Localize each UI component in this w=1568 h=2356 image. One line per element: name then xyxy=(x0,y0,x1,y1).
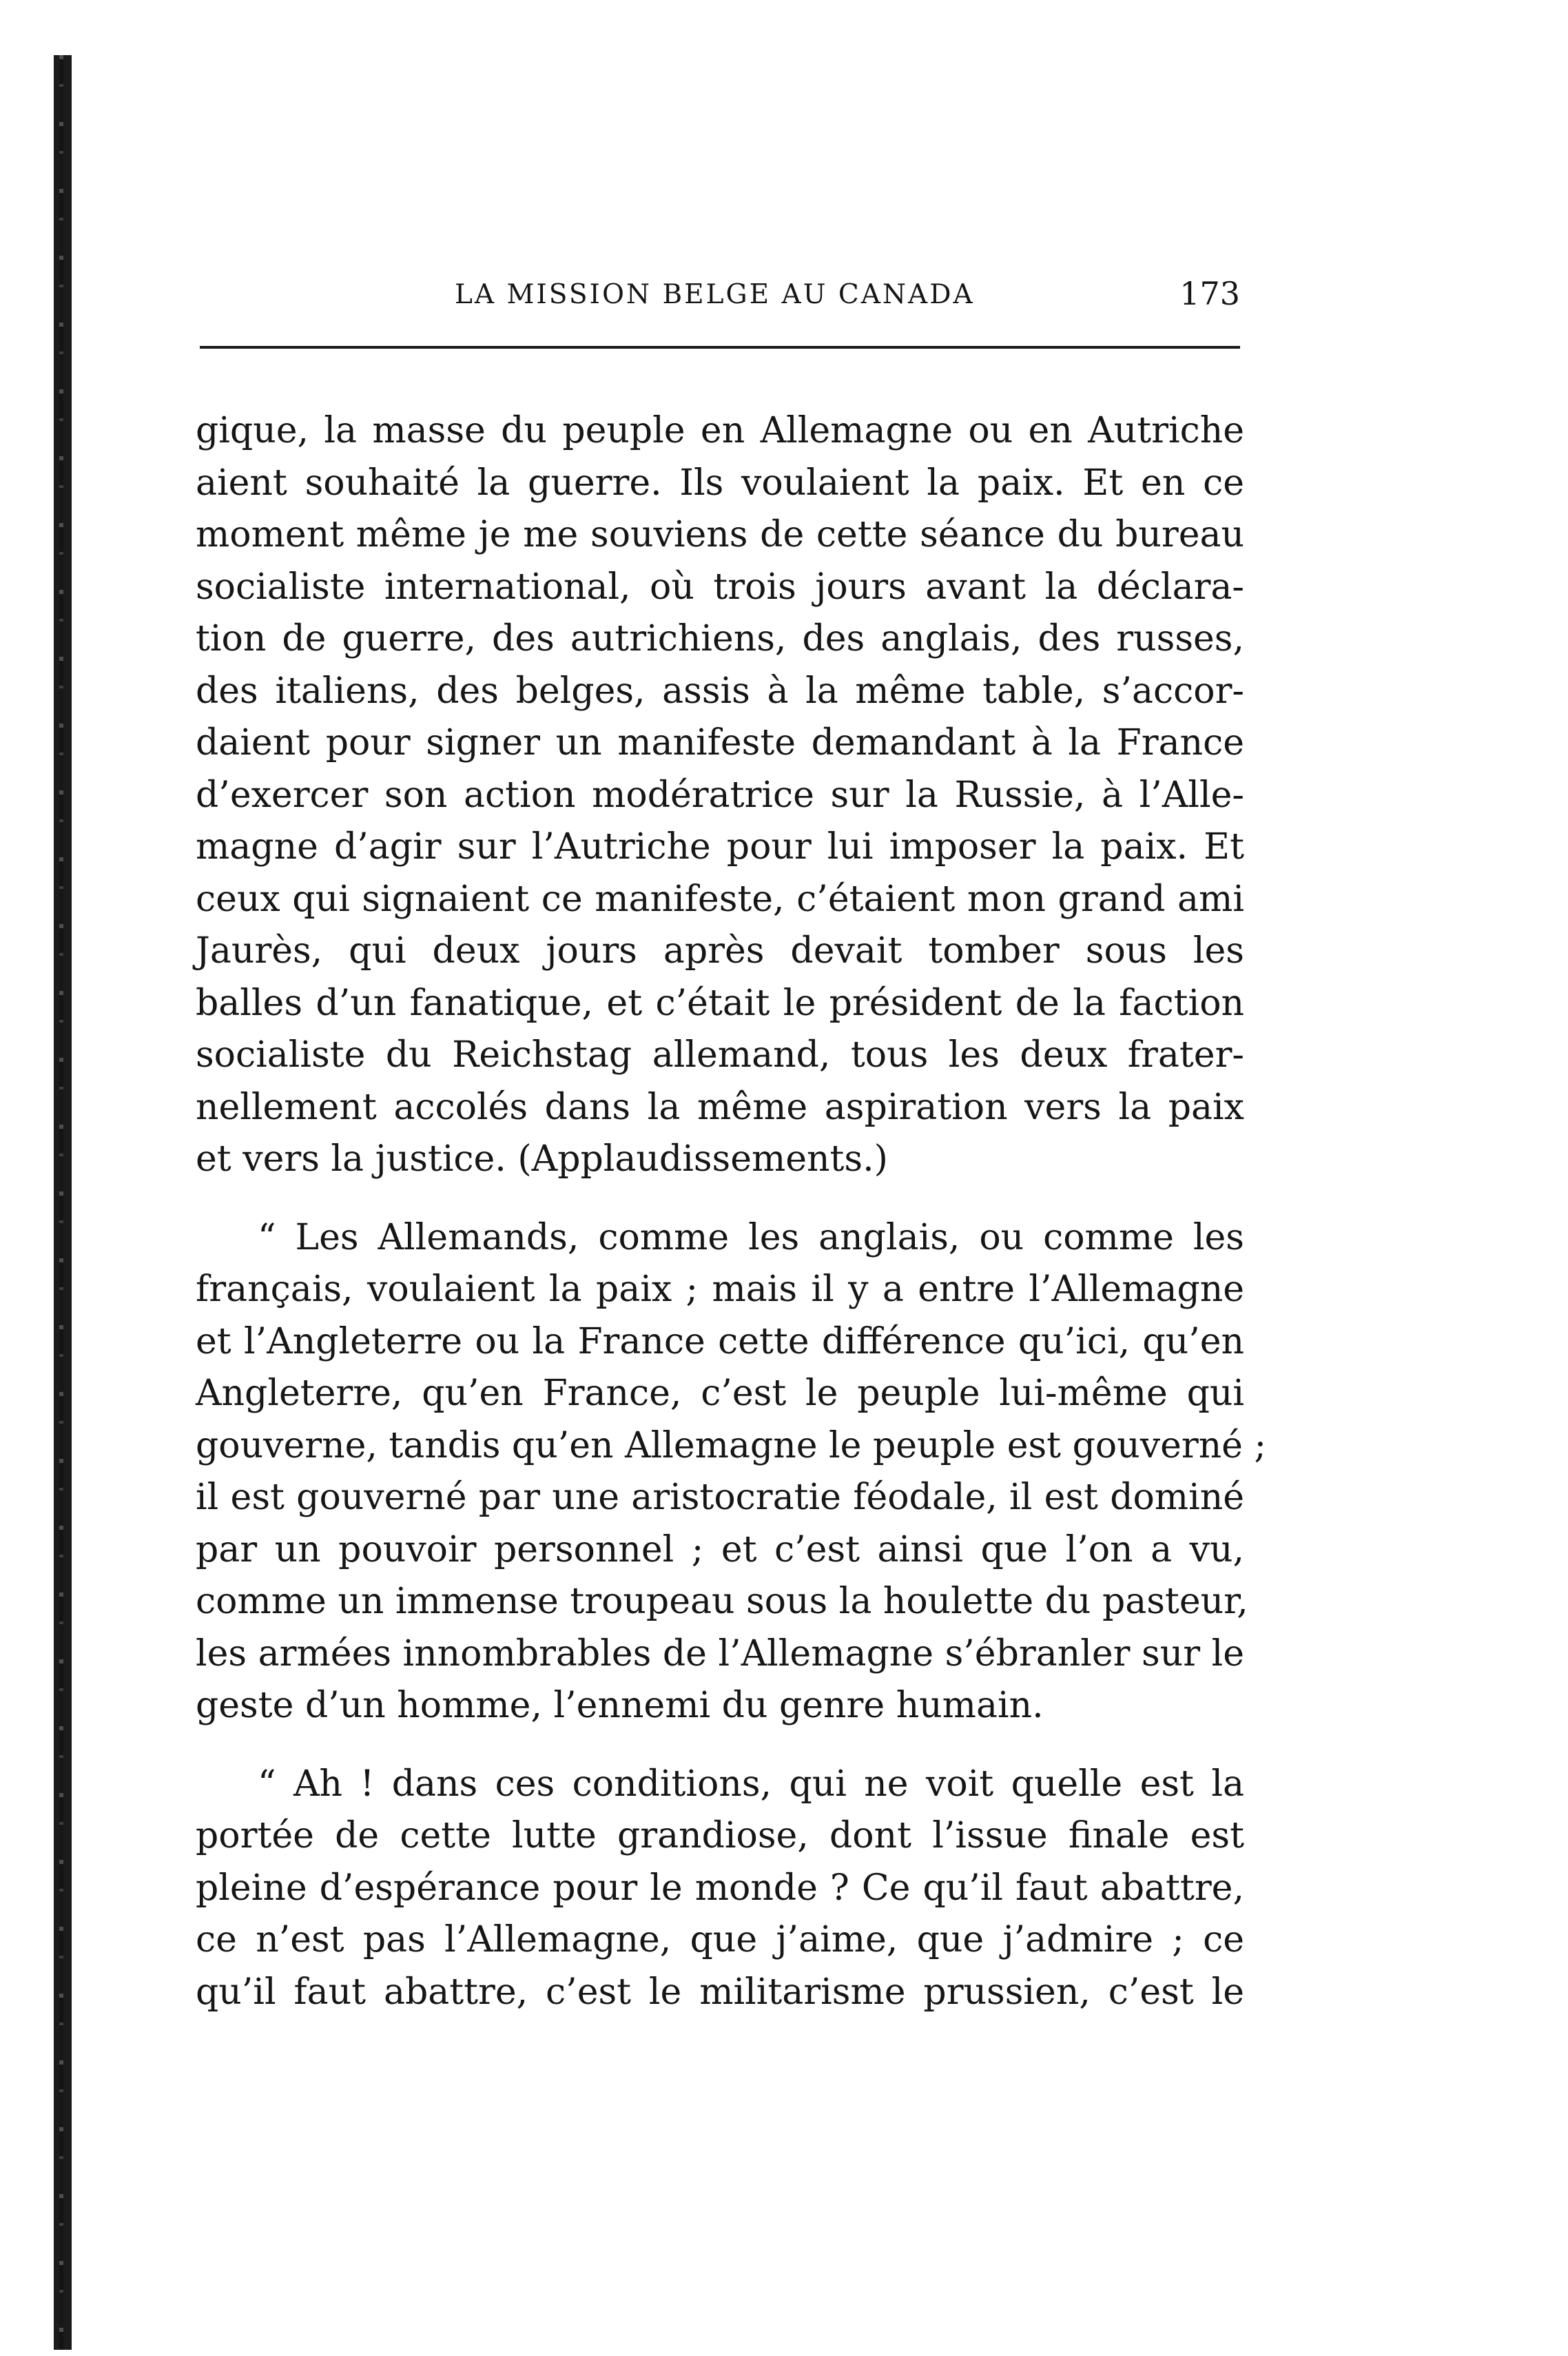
page-header xyxy=(200,272,1240,320)
text-line: daient pour signer un manifeste demandant à la France xyxy=(196,722,1244,764)
text-line: des italiens, des belges, assis à la même table, s’accor- xyxy=(196,670,1244,712)
running-title: LA MISSION BELGE AU CANADA xyxy=(455,279,975,310)
text-line: français, voulaient la paix ; mais il y a entre l’Allemagne xyxy=(196,1269,1244,1310)
text-line: les armées innombrables de l’Allemagne s’ébranler sur le xyxy=(196,1632,1244,1674)
text-line: qu’il faut abattre, c’est le militarisme prussien, c’est le xyxy=(196,1971,1244,2013)
text-line: ce n’est pas l’Allemagne, que j’aime, que j’admire ; ce xyxy=(196,1919,1244,1960)
text-line: “ Les Allemands, comme les anglais, ou comme les xyxy=(258,1216,1244,1258)
text-line: Jaurès, qui deux jours après devait tomber sous les xyxy=(196,930,1244,972)
text-line: d’exercer son action modératrice sur la Russie, à l’Alle- xyxy=(196,774,1244,816)
page-number: 173 xyxy=(1179,275,1240,312)
paragraph-1 xyxy=(196,405,1244,1186)
text-line: et l’Angleterre ou la France cette différence qu’ici, qu’en xyxy=(196,1320,1244,1362)
text-line: socialiste du Reichstag allemand, tous les deux frater- xyxy=(196,1034,1244,1076)
text-line: portée de cette lutte grandiose, dont l’issue finale est xyxy=(196,1815,1244,1856)
paragraph-3 xyxy=(196,1759,1244,2019)
header-rule xyxy=(200,346,1240,349)
text-line: moment même je me souviens de cette séance du bureau xyxy=(196,514,1244,555)
text-line: magne d’agir sur l’Autriche pour lui imposer la paix. Et xyxy=(196,826,1244,868)
text-line: et vers la justice. (Applaudissements.) xyxy=(196,1138,888,1180)
scanned-binding-edge xyxy=(54,55,72,2350)
text-line: balles d’un fanatique, et c’était le président de la faction xyxy=(196,982,1244,1024)
text-line: geste d’un homme, l’ennemi du genre humain. xyxy=(196,1685,1044,1726)
paragraph-2 xyxy=(196,1212,1267,1732)
text-line: nellement accolés dans la même aspiration vers la paix xyxy=(196,1086,1244,1128)
text-line: gique, la masse du peuple en Allemagne ou en Autriche xyxy=(196,410,1244,451)
text-line: pleine d’espérance pour le monde ? Ce qu’il faut abattre, xyxy=(196,1867,1244,1909)
text-line: par un pouvoir personnel ; et c’est ainsi que l’on a vu, xyxy=(196,1528,1244,1570)
text-line: socialiste international, où trois jours avant la déclara- xyxy=(196,566,1244,608)
text-line: tion de guerre, des autrichiens, des anglais, des russes, xyxy=(196,618,1244,659)
text-line: “ Ah ! dans ces conditions, qui ne voit quelle est la xyxy=(258,1763,1244,1805)
text-line: aient souhaité la guerre. Ils voulaient la paix. Et en ce xyxy=(196,462,1244,504)
text-line: ceux qui signaient ce manifeste, c’étaient mon grand ami xyxy=(196,878,1244,920)
text-line: gouverne, tandis qu’en Allemagne le peuple est gouverné ; xyxy=(196,1424,1267,1466)
text-line: Angleterre, qu’en France, c’est le peuple lui-même qui xyxy=(196,1373,1244,1414)
body-text xyxy=(196,405,1267,2018)
text-line: il est gouverné par une aristocratie féodale, il est dominé xyxy=(196,1477,1244,1518)
text-line: comme un immense troupeau sous la houlette du pasteur, xyxy=(196,1581,1248,1622)
